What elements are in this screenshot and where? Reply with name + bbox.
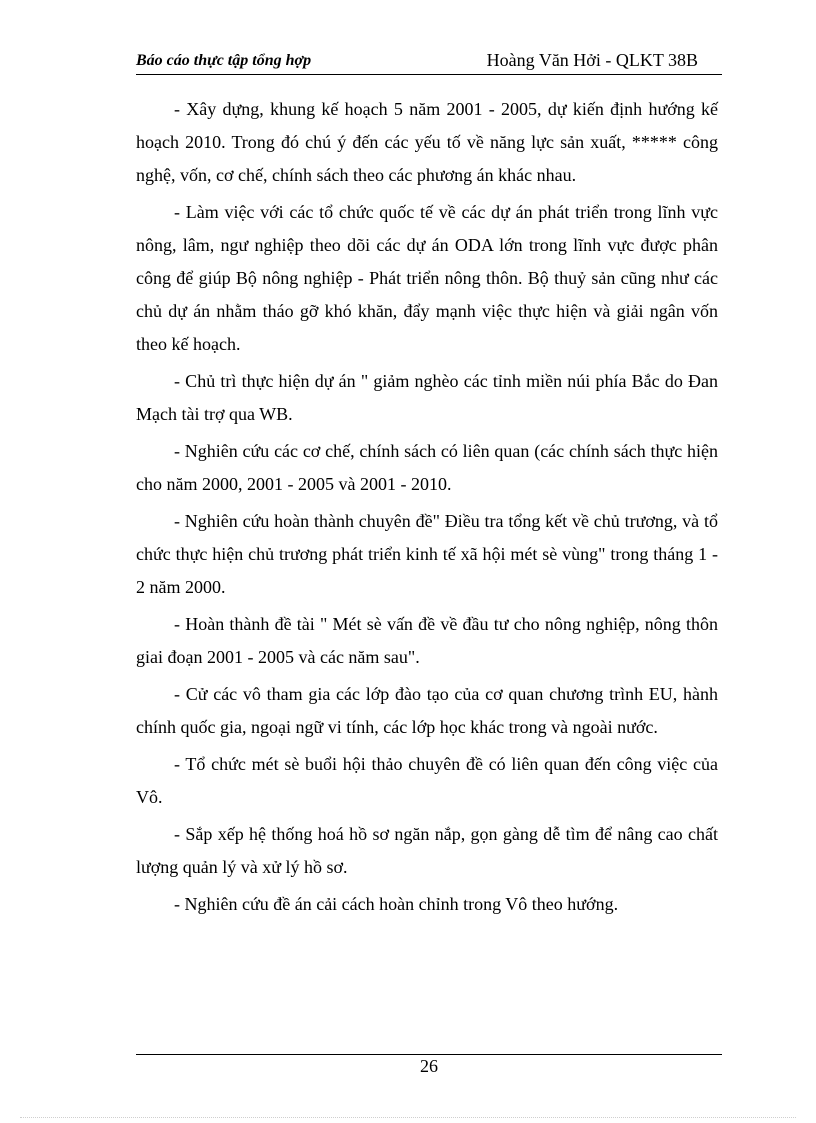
page-edge-divider [20, 1117, 796, 1118]
paragraph: - Nghiên cứu hoàn thành chuyên đề" Điều tra tổng kết về chủ trương, và tổ chức thực hiện chủ trương phát triển kinh tế xã hội mét sè vùng" trong tháng 1 - 2 năm 2000. [136, 511, 718, 597]
document-body [136, 93, 718, 925]
paragraph: - Nghiên cứu các cơ chế, chính sách có liên quan (các chính sách thực hiện cho năm 2000, 2001 - 2005 và 2001 - 2010. [136, 441, 718, 494]
page-number: 26 [420, 1056, 438, 1076]
report-title: Báo cáo thực tập tổng hợp [136, 52, 312, 69]
paragraph: - Chủ trì thực hiện dự án " giảm nghèo các tỉnh miền núi phía Bắc do Đan Mạch tài trợ qua WB. [136, 371, 718, 424]
paragraph: - Nghiên cứu đề án cải cách hoàn chỉnh trong Vô theo hướng. [174, 894, 619, 914]
paragraph: - Tổ chức mét sè buổi hội thảo chuyên đề có liên quan đến công việc của Vô. [136, 754, 718, 807]
page-header [136, 48, 722, 75]
author-class: Hoàng Văn Hởi - QLKT 38B [486, 50, 698, 70]
paragraph: - Xây dựng, khung kế hoạch 5 năm 2001 - 2005, dự kiến định hướng kế hoạch 2010. Trong đó chú ý đến các yếu tố về năng lực sản xuất, ***** công nghệ, vốn, cơ chế, chính sách theo các phương án khác nhau. [136, 99, 718, 185]
footer-divider [136, 1054, 722, 1055]
paragraph: - Cử các vô tham gia các lớp đào tạo của cơ quan chương trình EU, hành chính quốc gia, ngoại ngữ vi tính, các lớp học khác trong và ngoài nước. [136, 684, 718, 737]
paragraph: - Sắp xếp hệ thống hoá hồ sơ ngăn nắp, gọn gàng dễ tìm để nâng cao chất lượng quản lý và xử lý hồ sơ. [136, 824, 718, 877]
paragraph: - Làm việc với các tổ chức quốc tế về các dự án phát triển trong lĩnh vực nông, lâm, ngư nghiệp theo dõi các dự án ODA lớn trong lĩnh vực được phân công để giúp Bộ nông nghiệp - Phát triển nông thôn. Bộ thuỷ sản cũng như các chủ dự án nhằm tháo gỡ khó khăn, đẩy mạnh việc thực hiện và giải ngân vốn theo kế hoạch. [136, 202, 718, 354]
paragraph: - Hoàn thành đề tài " Mét sè vấn đề về đầu tư cho nông nghiệp, nông thôn giai đoạn 2001 - 2005 và các năm sau". [136, 614, 718, 667]
